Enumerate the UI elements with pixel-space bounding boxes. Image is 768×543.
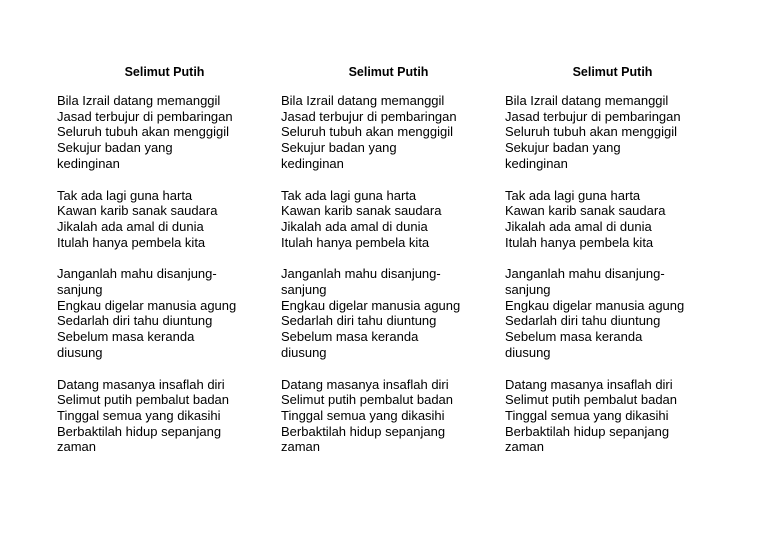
- poem-line: Engkau digelar manusia agung: [505, 297, 685, 313]
- poem-line: sanjung: [505, 282, 551, 298]
- stanza-4: [57, 377, 272, 456]
- poem-line: Bila Izrail datang memanggil: [281, 93, 445, 108]
- poem-line: Janganlah mahu disanjung-: [281, 266, 441, 282]
- poem-line: Sedarlah diri tahu diuntung: [281, 313, 437, 329]
- poem-line: Datang masanya insaflah diri: [505, 376, 673, 392]
- poem-column-3: [505, 64, 720, 471]
- poem-line: Berbaktilah hidup sepanjang: [281, 423, 446, 439]
- stanza-3: [281, 266, 496, 360]
- stanza-4: [281, 377, 496, 456]
- poem-line: Berbaktilah hidup sepanjang: [57, 423, 222, 439]
- poem-line: Sedarlah diri tahu diuntung: [505, 313, 661, 329]
- poem-line: zaman: [57, 439, 97, 455]
- stanza-3: [505, 266, 720, 360]
- poem-line: Jasad terbujur di pembaringan: [57, 108, 233, 124]
- poem-line: Sekujur badan yang: [57, 140, 173, 156]
- poem-line: Selimut putih pembalut badan: [505, 392, 678, 408]
- poem-line: Itulah hanya pembela kita: [57, 234, 206, 250]
- poem-line: Jasad terbujur di pembaringan: [281, 108, 457, 124]
- poem-line: Selimut putih pembalut badan: [281, 392, 454, 408]
- poem-line: diusung: [57, 344, 103, 360]
- poem-line: Datang masanya insaflah diri: [281, 376, 449, 392]
- poem-line: Tak ada lagi guna harta: [505, 187, 641, 203]
- poem-line: Berbaktilah hidup sepanjang: [505, 423, 670, 439]
- poem-line: Tak ada lagi guna harta: [57, 187, 193, 203]
- poem-line: Seluruh tubuh akan menggigil: [505, 124, 678, 140]
- poem-line: Selimut putih pembalut badan: [57, 392, 230, 408]
- poem-line: Janganlah mahu disanjung-: [505, 266, 665, 282]
- poem-line: Datang masanya insaflah diri: [57, 376, 225, 392]
- poem-line: Bila Izrail datang memanggil: [57, 93, 221, 108]
- poem-line: Itulah hanya pembela kita: [505, 234, 654, 250]
- poem-line: Kawan karib sanak saudara: [281, 203, 442, 219]
- poem-line: sanjung: [281, 282, 327, 298]
- poem-line: kedinginan: [57, 155, 120, 171]
- poem-line: kedinginan: [505, 155, 568, 171]
- stanza-4: [505, 377, 720, 456]
- poem-line: Sebelum masa keranda: [505, 329, 643, 345]
- poem-line: Sekujur badan yang: [281, 140, 397, 156]
- stanza-3: [57, 266, 272, 360]
- poem-line: Seluruh tubuh akan menggigil: [281, 124, 454, 140]
- poem-line: Engkau digelar manusia agung: [281, 297, 461, 313]
- poem-line: Jikalah ada amal di dunia: [505, 218, 652, 234]
- stanza-1: [505, 93, 720, 172]
- poem-line: sanjung: [57, 282, 103, 298]
- poem-title: Selimut Putih: [124, 65, 205, 79]
- poem-line: diusung: [505, 344, 551, 360]
- poem-line: Jasad terbujur di pembaringan: [505, 108, 681, 124]
- stanza-1: [281, 93, 496, 172]
- poem-title: Selimut Putih: [348, 65, 429, 79]
- poem-line: Engkau digelar manusia agung: [57, 297, 237, 313]
- poem-line: Tinggal semua yang dikasihi: [281, 407, 445, 423]
- poem-line: Sekujur badan yang: [505, 140, 621, 156]
- poem-line: Jikalah ada amal di dunia: [57, 218, 204, 234]
- poem-line: zaman: [281, 439, 321, 455]
- poem-line: Itulah hanya pembela kita: [281, 234, 430, 250]
- poem-line: Sedarlah diri tahu diuntung: [57, 313, 213, 329]
- poem-line: Tinggal semua yang dikasihi: [505, 407, 669, 423]
- poem-line: diusung: [281, 344, 327, 360]
- stanza-1: [57, 93, 272, 172]
- poem-column-2: [281, 64, 496, 471]
- stanza-2: [57, 188, 272, 251]
- poem-line: Bila Izrail datang memanggil: [505, 93, 669, 108]
- poem-line: zaman: [505, 439, 545, 455]
- poem-line: Kawan karib sanak saudara: [505, 203, 666, 219]
- poem-line: Seluruh tubuh akan menggigil: [57, 124, 230, 140]
- stanza-2: [281, 188, 496, 251]
- poem-line: Sebelum masa keranda: [281, 329, 419, 345]
- poem-line: Kawan karib sanak saudara: [57, 203, 218, 219]
- poem-line: Jikalah ada amal di dunia: [281, 218, 428, 234]
- poem-title: Selimut Putih: [572, 65, 653, 79]
- poem-line: Sebelum masa keranda: [57, 329, 195, 345]
- poem-line: Tinggal semua yang dikasihi: [57, 407, 221, 423]
- poem-line: Janganlah mahu disanjung-: [57, 266, 217, 282]
- poem-line: Tak ada lagi guna harta: [281, 187, 417, 203]
- poem-column-1: [57, 64, 272, 471]
- poem-line: kedinginan: [281, 155, 344, 171]
- stanza-2: [505, 188, 720, 251]
